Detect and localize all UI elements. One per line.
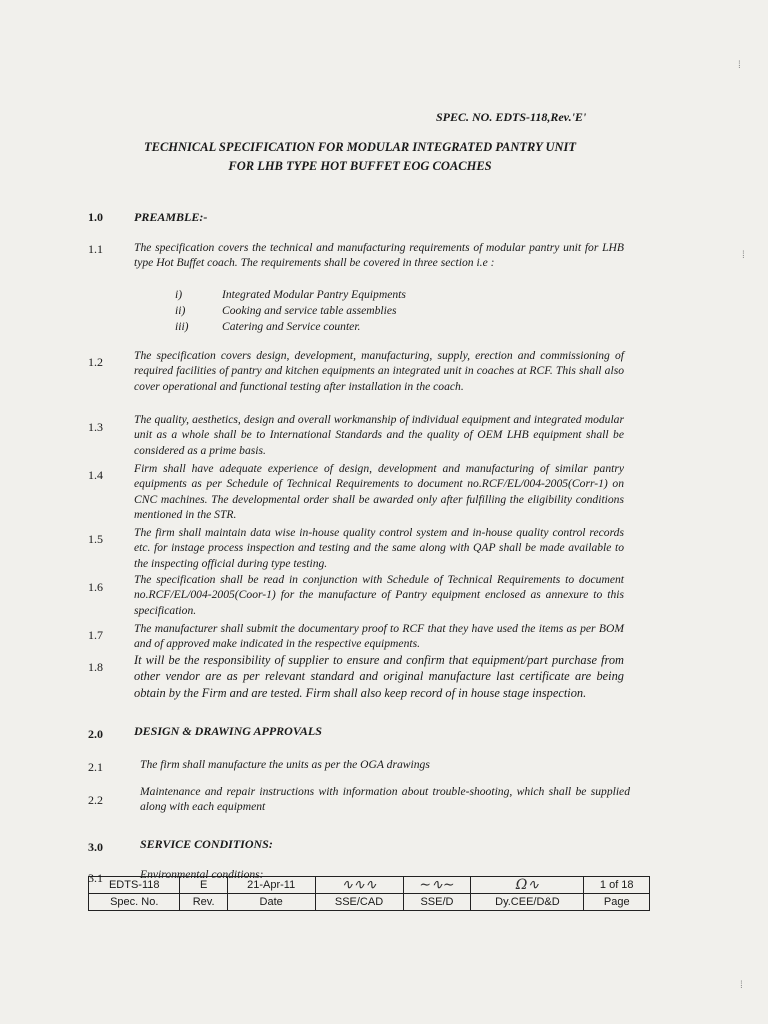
section-number: 1.0 [88,210,103,224]
section-number: 2.2 [88,793,103,807]
footer-cell: EDTS-118 [89,877,180,894]
list-item-number: i) [175,288,183,301]
section-number: 2.1 [88,760,103,774]
title-line-1: TECHNICAL SPECIFICATION FOR MODULAR INTEGRATED PANTRY UNIT [143,140,577,154]
signature-sse-cad: ∿∿∿ [315,877,403,894]
footer-row-labels [89,894,650,911]
section-number: 1.3 [88,420,103,434]
list-item-text: Integrated Modular Pantry Equipments [222,288,406,301]
section-heading: DESIGN & DRAWING APPROVALS [134,724,322,738]
section-text: The firm shall manufacture the units as per the OGA drawings [140,758,430,771]
section-number: 2.0 [88,727,103,741]
footer-cell: Dy.CEE/D&D [471,894,584,911]
list-item-text: Catering and Service counter. [222,320,361,333]
section-text: The firm shall maintain data wise in-house quality control system and in-house quality control records etc. for instage process inspection and testing and the same along with QAP shall be made available to the inspecting official during type testing. [134,526,624,570]
section-number: 1.6 [88,580,103,594]
section-number: 1.7 [88,628,103,642]
section-text: Maintenance and repair instructions with information about trouble-shooting, which shall be supplied along with each equipment [140,785,630,814]
footer-cell: SSE/D [403,894,471,911]
title-line-2: FOR LHB TYPE HOT BUFFET EOG COACHES [228,159,492,173]
list-item-text: Cooking and service table assemblies [222,304,397,317]
section-number: 3.0 [88,840,103,854]
section-number: 3.1 [88,871,103,885]
section-number: 1.1 [88,242,103,256]
section-text: The specification shall be read in conjunction with Schedule of Technical Requirements to document no.RCF/EL/004-2005(Coor-1) for the manufacture of Pantry equipment enclosed as annexure to this specification. [134,573,624,617]
section-heading: PREAMBLE:- [134,210,208,224]
footer-cell: Page [584,894,650,911]
scan-speck: ⁞ [738,60,741,71]
footer-cell: Rev. [180,894,227,911]
section-text: Environmental conditions: [140,868,264,881]
document-title [110,138,610,176]
footer-cell: 21-Apr-11 [227,877,315,894]
footer-cell: Spec. No. [89,894,180,911]
footer-row-values [89,877,650,894]
section-heading: SERVICE CONDITIONS: [140,837,273,851]
scan-speck: ⁞ [742,250,745,261]
footer-cell: Date [227,894,315,911]
signature-dy-cee: Ω∿ [471,877,584,894]
section-text: The quality, aesthetics, design and overall workmanship of individual equipment and integrated modular unit as a whole shall be to International Standards and the quality of OEM LHB equipment shall be considered as a prime basis. [134,413,624,457]
footer-cell: SSE/CAD [315,894,403,911]
footer-cell: 1 of 18 [584,877,650,894]
section-number: 1.8 [88,660,103,674]
section-text: The manufacturer shall submit the documentary proof to RCF that they have used the items as per BOM and of approved make indicated in the respective equipments. [134,622,624,651]
list-item-number: iii) [175,320,189,333]
approval-footer-table [88,876,650,911]
section-text: The specification covers the technical and manufacturing requirements of modular pantry unit for LHB type Hot Buffet coach. The requirements shall be covered in three section i.e : [134,241,624,270]
signature-sse-d: ∼∿∼ [403,877,471,894]
section-number: 1.2 [88,355,103,369]
section-text: The specification covers design, development, manufacturing, supply, erection and commissioning of required facilities of pantry and kitchen equipments an integrated unit in coaches at RCF. This shall also cover operational and functional testing after installation in the coach. [134,349,624,393]
spec-number: SPEC. NO. EDTS-118,Rev.'E' [436,110,587,124]
footer-cell: E [180,877,227,894]
scan-speck: ⁞ [740,980,743,991]
list-item-number: ii) [175,304,186,317]
section-number: 1.4 [88,468,103,482]
section-text: Firm shall have adequate experience of design, development and manufacturing of similar pantry equipments as per Schedule of Technical Requirements to document no.RCF/EL/004-2005(Corr-1) on CNC machines. The developmental order shall be awarded only after fulfilling the eligibility conditions mentioned in the STR. [134,462,624,522]
section-number: 1.5 [88,532,103,546]
section-text: It will be the responsibility of supplier to ensure and confirm that equipment/part purchase from other vendor are as per relevant standard and original manufacture last certificate are being obtain by the Firm and are tested. Firm shall also keep record of in house stage inspection. [134,653,624,700]
